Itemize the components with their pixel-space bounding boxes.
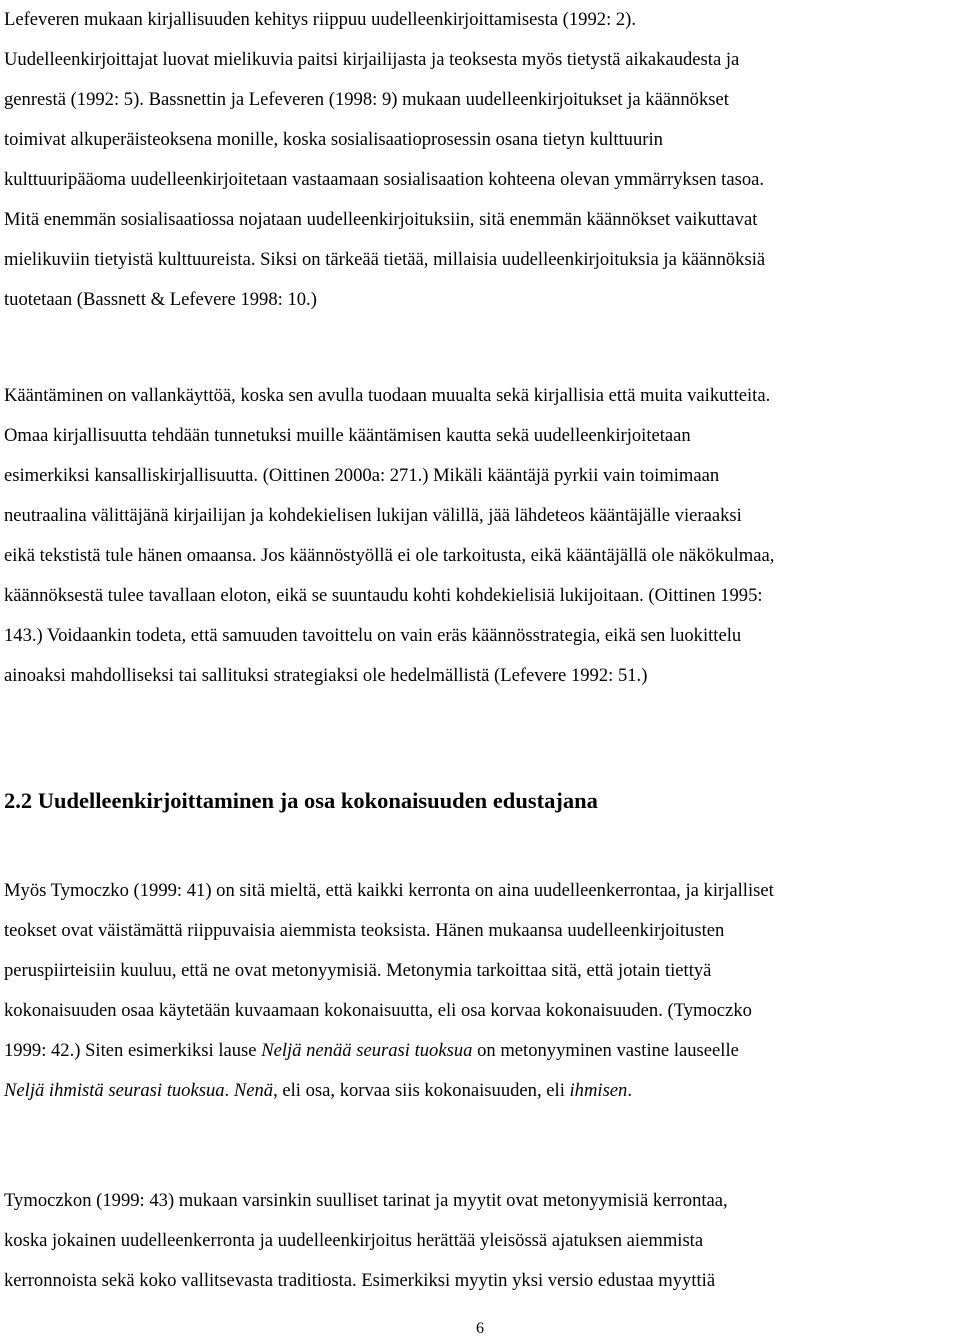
text-line: Tymoczkon (1999: 43) mukaan varsinkin suulliset tarinat ja myytit ovat metonyymisiä kerrontaa, — [4, 1190, 728, 1211]
section-heading: 2.2 Uudelleenkirjoittaminen ja osa kokonaisuuden edustajana — [4, 788, 598, 813]
text-line: toimivat alkuperäisteoksena monille, koska sosialisaatioprosessin osana tietyn kulttuurin — [4, 129, 663, 150]
text-line: Lefeveren mukaan kirjallisuuden kehitys riippuu uudelleenkirjoittamisesta (1992: 2). — [4, 9, 637, 30]
text-run: 1999: 42.) Siten esimerkiksi lause — [4, 1040, 262, 1061]
text-line: käännöksestä tulee tavallaan eloton, eikä se suuntaudu kohti kohdekielisiä lukijoitaan. (Oittinen 1995: — [4, 585, 763, 606]
paragraph-translation-power — [4, 376, 774, 696]
text-line: mielikuviin tietyistä kulttuureista. Siksi on tärkeää tietää, millaisia uudelleenkirjoituksia ja käännöksiä — [4, 249, 766, 270]
text-line: genrestä (1992: 5). Bassnettin ja Lefeveren (1998: 9) mukaan uudelleenkirjoitukset ja käännökset — [4, 89, 729, 110]
paragraph-myths — [4, 1181, 728, 1301]
paragraph-lefevere-rewriting — [4, 0, 765, 320]
text-line: peruspiirteisiin kuuluu, että ne ovat metonyymisiä. Metonymia tarkoittaa sitä, että jotain tiettyä — [4, 960, 712, 981]
text-line: koska jokainen uudelleenkerronta ja uudelleenkirjoitus herättää yleisössä ajatuksen aiemmista — [4, 1230, 704, 1251]
text-line: Myös Tymoczko (1999: 41) on sitä mieltä, että kaikki kerronta on aina uudelleenkerrontaa, ja kirjalliset — [4, 880, 774, 901]
text-line: neutraalina välittäjänä kirjailijan ja kohdekielisen lukijan välillä, jää lähdeteos kääntäjälle vieraaksi — [4, 505, 742, 526]
italic-example: Neljä nenää seurasi tuoksua — [261, 1040, 473, 1061]
text-line — [4, 1031, 774, 1071]
text-line: teokset ovat väistämättä riippuvaisia aiemmista teoksista. Hänen mukaansa uudelleenkirjoitusten — [4, 920, 725, 941]
italic-example: Neljä ihmistä seurasi tuoksua — [4, 1080, 225, 1101]
text-line: Omaa kirjallisuutta tehdään tunnetuksi muille kääntämisen kautta sekä uudelleenkirjoitetaan — [4, 425, 691, 446]
text-line: eikä tekstistä tule hänen omaansa. Jos käännöstyöllä ei ole tarkoitusta, eikä kääntäjällä ole näkökulmaa, — [4, 545, 775, 566]
text-line: esimerkiksi kansalliskirjallisuutta. (Oittinen 2000a: 271.) Mikäli kääntäjä pyrkii vain toimimaan — [4, 465, 720, 486]
text-line: 143.) Voidaankin todeta, että samuuden tavoittelu on vain eräs käännösstrategia, eikä sen luokittelu — [4, 625, 742, 646]
text-line: Mitä enemmän sosialisaatiossa nojataan uudelleenkirjoituksiin, sitä enemmän käännökset vaikuttavat — [4, 209, 758, 230]
text-line: Uudelleenkirjoittajat luovat mielikuvia paitsi kirjailijasta ja teoksesta myös tietystä aikakaudesta ja — [4, 49, 740, 70]
text-line: kokonaisuuden osaa käytetään kuvaamaan kokonaisuutta, eli osa korvaa kokonaisuuden. (Tymoczko — [4, 1000, 752, 1021]
italic-term: ihmisen — [569, 1080, 628, 1101]
text-run: . — [627, 1080, 633, 1101]
page-number: 6 — [476, 1320, 484, 1337]
text-run: on metonyyminen vastine lauseelle — [472, 1040, 739, 1061]
text-line: ainoaksi mahdolliseksi tai sallituksi strategiaksi ole hedelmällistä (Lefevere 1992: 51.) — [4, 665, 648, 686]
text-line — [4, 1071, 774, 1111]
text-line: tuotetaan (Bassnett & Lefevere 1998: 10.) — [4, 289, 317, 310]
text-run: , eli osa, korvaa siis kokonaisuuden, eli — [273, 1080, 570, 1101]
text-run: . — [224, 1080, 234, 1101]
text-line: Kääntäminen on vallankäyttöä, koska sen avulla tuodaan muualta sekä kirjallisia että muita vaikutteita. — [4, 385, 771, 406]
italic-term: Nenä — [233, 1080, 274, 1101]
text-line: kulttuuripääoma uudelleenkirjoitetaan vastaamaan sosialisaation kohteena olevan ymmärryksen tasoa. — [4, 169, 765, 190]
text-line: kerronnoista sekä koko vallitsevasta traditiosta. Esimerkiksi myytin yksi versio edustaa myyttiä — [4, 1270, 716, 1291]
paragraph-tymoczko-metonymy — [4, 871, 774, 1111]
